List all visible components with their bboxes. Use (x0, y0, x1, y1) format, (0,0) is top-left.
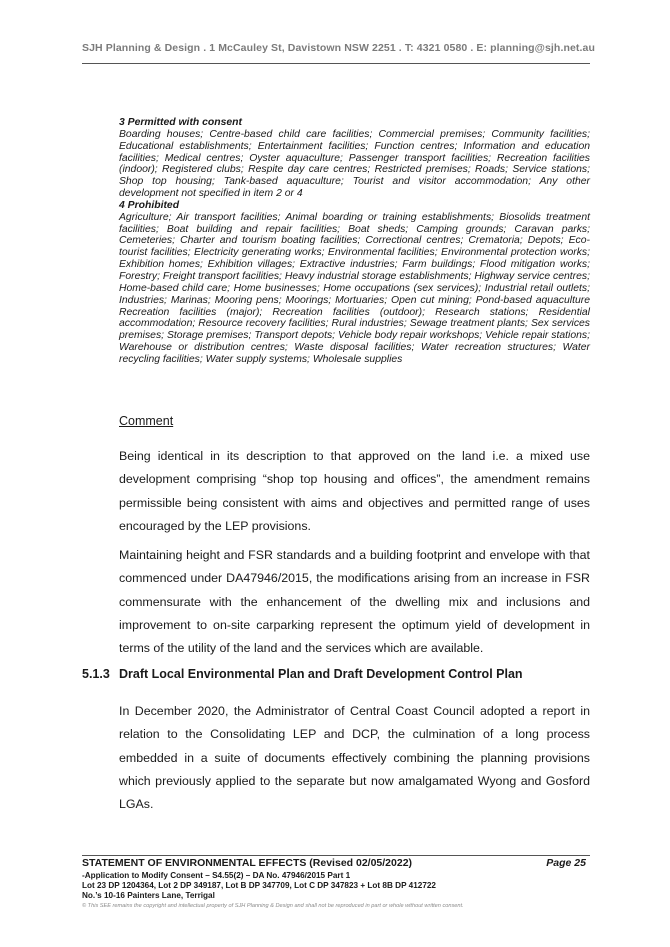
prohibited-heading: 4 Prohibited (119, 199, 180, 211)
comment-paragraph-2: Maintaining height and FSR standards and a building footprint and envelope with that commenced under DA47946/2015, the modifications arising from an increase in FSR commensurate with the enhancement of the dwelling mix and inclusions and improvement to on-site carparking represent the optimum yield of development in terms of the utility of the land and the services which are available. (119, 548, 590, 656)
page-number: Page 25 (546, 857, 586, 869)
section-paragraph: In December 2020, the Administrator of Central Coast Council adopted a report in relation to the Consolidating LEP and DCP, the culmination of a long process embedded in a suite of documents effectively combining the planning provisions which previously applied to the separate but now amalgamated Wyong and Gosford LGAs. (119, 704, 590, 812)
page-header: SJH Planning & Design . 1 McCauley St, Davistown NSW 2251 . T: 4321 0580 . E: planning@sjh.net.au (82, 42, 595, 54)
footer-application-line: -Application to Modify Consent – S4.55(2) – DA No. 47946/2015 Part 1 (82, 871, 351, 880)
comment-heading: Comment (119, 414, 174, 428)
footer-lot-line: Lot 23 DP 1204364, Lot 2 DP 349187, Lot B DP 347709, Lot C DP 347823 + Lot 8B DP 412722 (82, 881, 436, 890)
section-number: 5.1.3 (82, 667, 110, 681)
comment-paragraph-1: Being identical in its description to that approved on the land i.e. a mixed use development comprising “shop top housing and offices”, the amendment remains permissible being consistent with aims and objectives and permitted range of uses encouraged by the LEP provisions. (119, 449, 590, 533)
footer-address-line: No.’s 10-16 Painters Lane, Terrigal (82, 891, 215, 900)
permitted-heading: 3 Permitted with consent (119, 117, 242, 128)
section-heading (82, 667, 523, 681)
section-title: Draft Local Environmental Plan and Draft Development Control Plan (119, 667, 523, 681)
permitted-uses-text: Boarding houses; Centre-based child care facilities; Commercial premises; Community facilities; Educational establishments; Entertainment facilities; Function centres; Information and education facilities; Medical centres; Oyster aquaculture; Passenger transport facilities; Recreation facilities (indoor); Registered clubs; Respite day care centres; Restricted premises; Roads; Service stations; Shop top housing; Tank-based aquaculture; Tourist and visitor accommodation; Any other development not specified in item 2 or 4 (119, 128, 590, 200)
copyright-notice: © This SEE remains the copyright and intellectual property of SJH Planning & Design and shall not be reproduced in part or whole without written consent. (82, 903, 464, 909)
footer-divider (82, 855, 590, 856)
lep-land-use-table (119, 117, 590, 366)
footer-document-title (82, 857, 590, 869)
prohibited-uses-text: Agriculture; Air transport facilities; Animal boarding or training establishments; Biosolids treatment facilities; Boat building and repair facilities; Boat sheds; Camping grounds; Caravan parks; Cemeteries; Charter and tourism boating facilities; Correctional centres; Crematoria; Depots; Eco-tourist facilities; Electricity generating works; Environmental facilities; Environmental protection works; Exhibition homes; Exhibition villages; Extractive industries; Farm buildings; Flood mitigation works; Forestry; Freight transport facilities; Heavy industrial storage establishments; Highway service centres; Home-based child care; Home businesses; Home occupations (sex services); Industrial retail outlets; Industries; Marinas; Mooring pens; Moorings; Mortuaries; Open cut mining; Pond-based aquaculture Recreation facilities (major); Recreation facilities (outdoor); Research stations; Residential accommodation; Resource recovery facilities; Rural industries; Sewage treatment plants; Sex services premises; Storage premises; Transport depots; Vehicle body repair workshops; Vehicle repair stations; Warehouse or distribution centres; Waste disposal facilities; Water recreation structures; Water recycling facilities; Water supply systems; Wholesale supplies (119, 211, 590, 365)
header-divider (82, 63, 590, 64)
footer-title-text: STATEMENT OF ENVIRONMENTAL EFFECTS (Revised 02/05/2022) (82, 857, 413, 869)
